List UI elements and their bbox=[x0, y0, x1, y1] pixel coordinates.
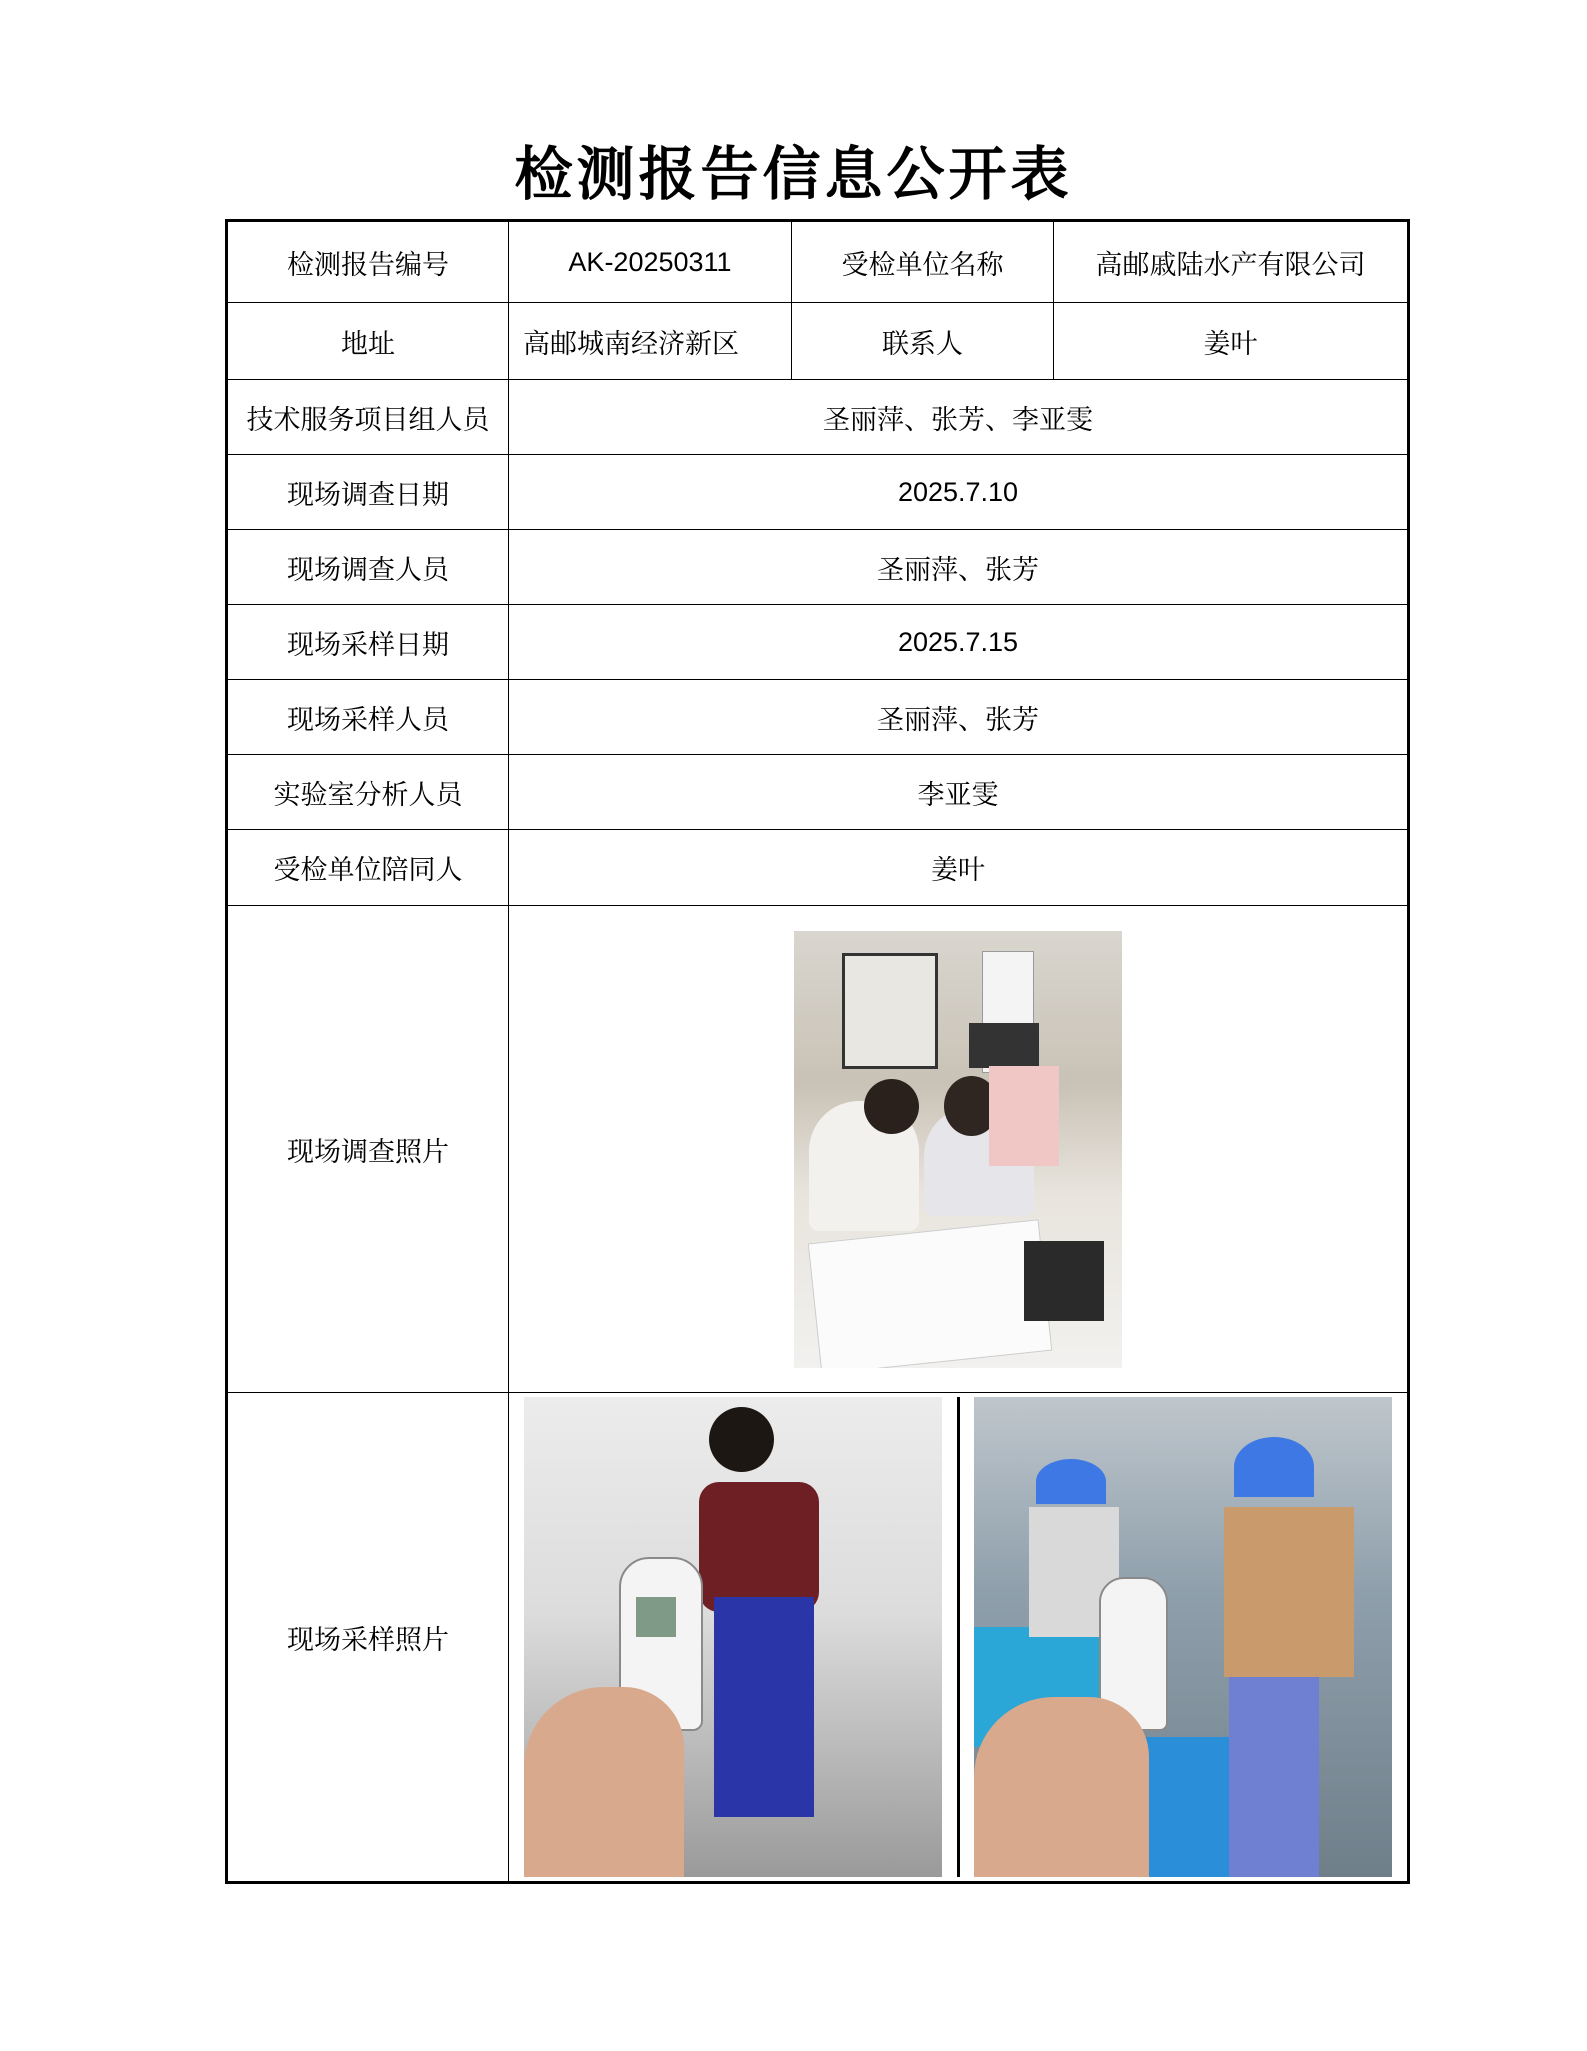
table-row bbox=[227, 605, 1409, 680]
lab-staff-label: 实验室分析人员 bbox=[227, 755, 509, 830]
page-title: 检测报告信息公开表 bbox=[514, 140, 1073, 208]
table-row bbox=[227, 455, 1409, 530]
table-row bbox=[227, 530, 1409, 605]
report-number-label: 检测报告编号 bbox=[227, 221, 509, 303]
table-row bbox=[227, 221, 1409, 303]
unit-name-label: 受检单位名称 bbox=[792, 221, 1054, 303]
survey-photo-label: 现场调查照片 bbox=[227, 906, 509, 1393]
survey-photo bbox=[794, 931, 1122, 1368]
table-row bbox=[227, 755, 1409, 830]
sampling-photo-2 bbox=[974, 1397, 1392, 1877]
address-label: 地址 bbox=[227, 303, 509, 380]
lab-staff-value: 李亚雯 bbox=[509, 755, 1409, 830]
sampling-photo-cell bbox=[509, 1393, 1409, 1883]
escort-label: 受检单位陪同人 bbox=[227, 830, 509, 906]
survey-staff-label: 现场调查人员 bbox=[227, 530, 509, 605]
survey-date-label: 现场调查日期 bbox=[227, 455, 509, 530]
sampling-photo-1 bbox=[524, 1397, 942, 1877]
table-row bbox=[227, 1393, 1409, 1883]
table-row bbox=[227, 906, 1409, 1393]
survey-photo-cell bbox=[509, 906, 1409, 1393]
sampling-date-value: 2025.7.15 bbox=[509, 605, 1409, 680]
escort-value: 姜叶 bbox=[509, 830, 1409, 906]
sampling-photo-label: 现场采样照片 bbox=[227, 1393, 509, 1883]
sampling-staff-value: 圣丽萍、张芳 bbox=[509, 680, 1409, 755]
contact-label: 联系人 bbox=[792, 303, 1054, 380]
team-label: 技术服务项目组人员 bbox=[227, 380, 509, 455]
sampling-photo-slot-1 bbox=[509, 1397, 957, 1877]
table-row bbox=[227, 380, 1409, 455]
team-value: 圣丽萍、张芳、李亚雯 bbox=[509, 380, 1409, 455]
table-row bbox=[227, 680, 1409, 755]
report-number-value: AK-20250311 bbox=[509, 221, 792, 303]
contact-value: 姜叶 bbox=[1054, 303, 1409, 380]
table-row bbox=[227, 303, 1409, 380]
sampling-staff-label: 现场采样人员 bbox=[227, 680, 509, 755]
survey-date-value: 2025.7.10 bbox=[509, 455, 1409, 530]
table-row bbox=[227, 830, 1409, 906]
survey-staff-value: 圣丽萍、张芳 bbox=[509, 530, 1409, 605]
sampling-photos bbox=[509, 1397, 1407, 1877]
unit-name-value: 高邮戚陆水产有限公司 bbox=[1054, 221, 1409, 303]
sampling-photo-slot-2 bbox=[957, 1397, 1408, 1877]
address-value: 高邮城南经济新区 bbox=[509, 303, 792, 380]
info-table bbox=[225, 219, 1410, 1884]
sampling-date-label: 现场采样日期 bbox=[227, 605, 509, 680]
